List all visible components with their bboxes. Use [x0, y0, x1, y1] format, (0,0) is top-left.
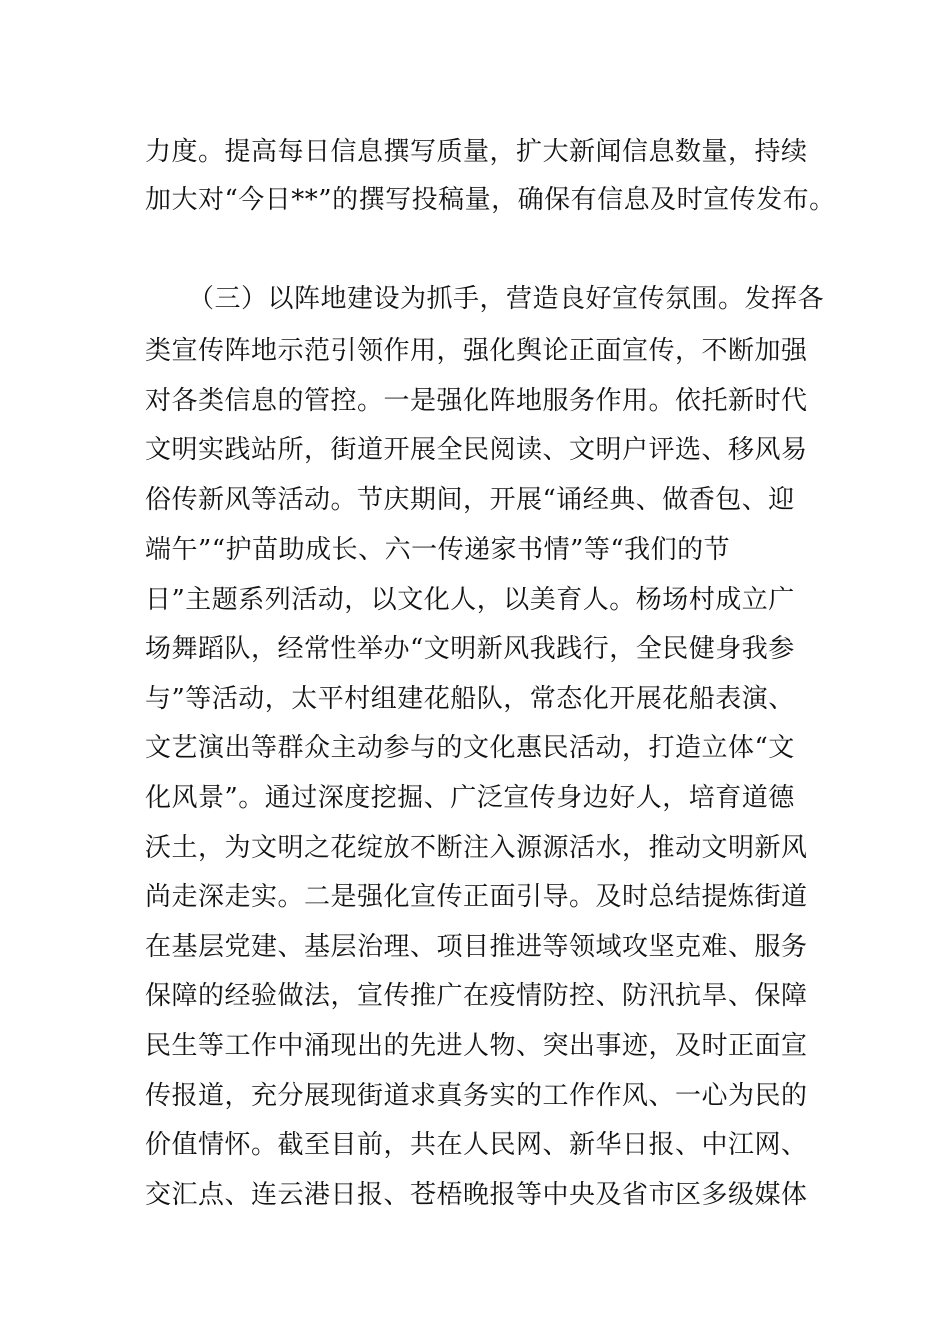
text-line: 沃土，为文明之花绽放不断注入源源活水，推动文明新风 — [145, 833, 808, 863]
text-line: 交汇点、连云港日报、苍梧晚报等中央及省市区多级媒体 — [145, 1180, 808, 1210]
text-line: 日”主题系列活动，以文化人，以美育人。杨场村成立广 — [145, 585, 795, 615]
text-line: 化风景”。通过深度挖掘、广泛宣传身边好人，培育道德 — [145, 783, 795, 813]
text-line: 加大对“今日**”的撰写投稿量，确保有信息及时宣传发布。 — [145, 185, 836, 215]
text-line: 传报道，充分展现街道求真务实的工作作风、一心为民的 — [145, 1081, 808, 1111]
text-line: 端午”“护苗助成长、六一传递家书情”等“我们的节 — [145, 535, 731, 565]
text-line: 尚走深走实。二是强化宣传正面引导。及时总结提炼街道 — [145, 882, 808, 912]
text-line: 类宣传阵地示范引领作用，强化舆论正面宣传，不断加强 — [145, 336, 808, 366]
text-line: 文明实践站所，街道开展全民阅读、文明户评选、移风易 — [145, 435, 808, 465]
text-line: 与”等活动，太平村组建花船队，常态化开展花船表演、 — [145, 684, 795, 714]
text-line: 场舞蹈队，经常性举办“文明新风我践行，全民健身我参 — [145, 634, 795, 664]
text-line: 力度。提高每日信息撰写质量，扩大新闻信息数量，持续 — [145, 137, 808, 167]
section-heading-line: （三）以阵地建设为抓手，营造良好宣传氛围。发挥各 — [188, 284, 825, 314]
text-line: 在基层党建、基层治理、项目推进等领域攻坚克难、服务 — [145, 932, 808, 962]
text-line: 保障的经验做法，宣传推广在疫情防控、防汛抗旱、保障 — [145, 981, 808, 1011]
text-line: 俗传新风等活动。节庆期间，开展“诵经典、做香包、迎 — [145, 485, 795, 515]
text-line: 民生等工作中涌现出的先进人物、突出事迹，及时正面宣 — [145, 1031, 808, 1061]
text-line: 价值情怀。截至目前，共在人民网、新华日报、中江网、 — [145, 1130, 808, 1160]
text-line: 文艺演出等群众主动参与的文化惠民活动，打造立体“文 — [145, 733, 795, 763]
text-line: 对各类信息的管控。一是强化阵地服务作用。依托新时代 — [145, 386, 808, 416]
